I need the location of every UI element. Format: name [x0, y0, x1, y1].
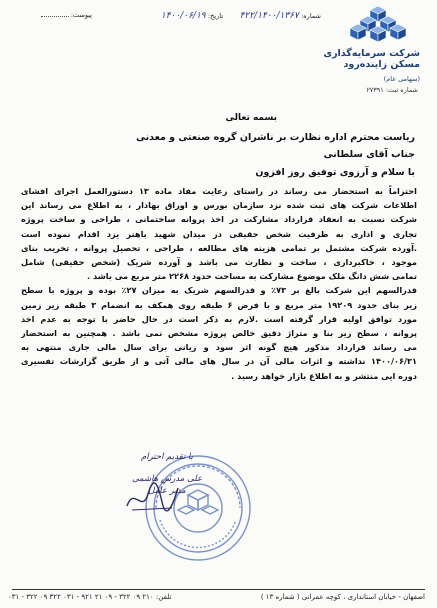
body-line: اطلاعات شرکت های ثبت شده نزد سازمان بورس و اوراق بهادار ، به اطلاع می رساند این [21, 200, 417, 211]
company-name-line1: شرکت سرمایه‌گذاری [323, 48, 420, 59]
footer-address: اصفهان - خیابان استانداری ، کوچه عمرانی ( شماره ۱۳ ) [260, 593, 425, 601]
recipient-line2: جناب آقای سلطانی [323, 149, 415, 160]
letter-attachment [41, 11, 92, 19]
body-line: موجود ، خاکبرداری ، ساخت و نظارت می باشد و آورده شریک (شخص حقیقی) شامل [21, 257, 417, 268]
number-value: ۴۲۲/۱۴۰۰/۱۳۶۷ [239, 11, 299, 21]
body-line: می رساند قرارداد مذکور هیچ گونه اثر سود و زیانی برای سال مالی جاری منتهی به [21, 342, 417, 353]
bismillah-heading: بسمه تعالی [225, 113, 277, 123]
signer-name: علی مدرس هاشمی [131, 474, 203, 484]
company-name [320, 48, 420, 70]
closing-text: با تقدیم احترام [140, 452, 193, 462]
registration-row [318, 86, 418, 94]
company-logo [323, 4, 428, 94]
company-name-line2: مسکن زاینده‌رود [343, 59, 420, 70]
body-line: شرکت نسبت به انعقاد قرارداد مشارکت در اخذ پروانه ساختمانی ، طراحی و ساخت پروژه [21, 214, 417, 225]
footer-phone: تلفن: ۲۱۰ ۰۹ ۳۲۲ - ۰۹ ۲۱ ۹۲۱ - ۰۳۱ ۳۲۲ ۰۹ ۳۲۲ - ۰۳۱ [8, 593, 172, 601]
registration-label: شماره ثبت: [385, 86, 418, 94]
attachment-label: پیوست: [70, 11, 92, 19]
cubes-logo-icon [346, 4, 410, 46]
letter-date [161, 11, 223, 21]
number-label: شماره: [301, 12, 321, 20]
footer-divider [12, 589, 425, 590]
greeting: با سلام و آرزوی توفیق روز افزون [255, 167, 415, 178]
body-line: پروانه ، سطح زیر بنا و متراژ دقیق خالص پروژه مشخص نمی باشد . همچنین به استحضار [21, 328, 417, 339]
body-line: .آورده شرکت مشتمل بر تمامی هزینه های مطالعه ، طراحی ، تحصیل پروانه ، تخریب بنای [21, 242, 417, 253]
company-type: (سهامی عام) [383, 75, 420, 83]
body-line: تجاری و اداری به طرفیت شخص حقیقی در میدان شهید باهنر یزد اقدام نموده است [21, 228, 417, 239]
date-value: ۱۴۰۰/۰۶/۱۹ [160, 11, 206, 21]
letter-number [240, 11, 321, 21]
body-line: زیر بنای حدود ۱۹۲۰۹ متر مربع و با فرض ۶ طبقه روی همکف به انضمام ۳ طبقه زیر زمین [21, 299, 417, 310]
body-line: تمامی شش دانگ ملک موضوع مشارکت به مساحت حدود ۲۲۶۸ متر مربع می باشد . [87, 271, 417, 282]
body-line: قدرالسهم این شرکت بالغ بر ۷۳٪ و قدرالسهم شریک به میزان ۲۷٪ بوده و پروژه با سطح [21, 285, 417, 296]
recipient-line1: ریاست محترم اداره نظارت بر ناشران گروه صنعتی و معدنی [135, 132, 415, 143]
body-line: مورد توافق اولیه قرار گرفته است .لازم به ذکر است در حال حاضر با توجه به عدم اخذ [21, 313, 417, 324]
signature-icon [122, 478, 182, 518]
body-line: دوره ایی منتشر و به اطلاع بازار خواهد رسید . [231, 370, 417, 381]
body-line: احتراماً به استحضار می رساند در راستای رعایت مفاد ماده ۱۳ دستورالعمل اجرای افشای [21, 186, 417, 196]
date-label: تاریخ: [207, 12, 223, 20]
body-paragraph [21, 184, 417, 383]
signer-title: مدیر عامل [148, 486, 186, 496]
attachment-blank [41, 16, 69, 17]
registration-number: ۲۷۳۹۱ [366, 86, 384, 94]
body-line: ۱۴۰۰/۰۶/۳۱ نداشته و اثرات مالی آن در سال های مالی آتی و از طریق گزارشات تفسیری [21, 356, 417, 367]
